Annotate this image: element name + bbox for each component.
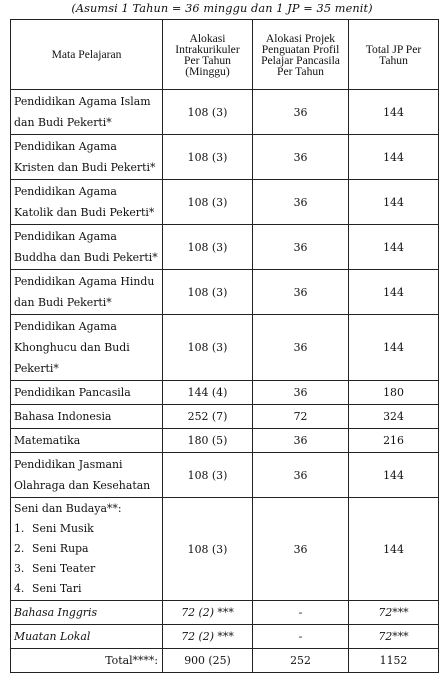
total-cell: 72*** [349, 601, 439, 625]
table-row [11, 601, 439, 625]
intra-cell: 252 (7) [163, 405, 253, 429]
header-subject: Mata Pelajaran [11, 20, 163, 90]
table-row [11, 429, 439, 453]
total-cell: 144 [349, 135, 439, 180]
subject-cell: Pendidikan Agama Islam dan Budi Pekerti* [11, 90, 163, 135]
table-row [11, 225, 439, 270]
seni-title: Seni dan Budaya**: [14, 502, 122, 515]
projek-cell: 36 [253, 315, 349, 381]
total-cell: 216 [349, 429, 439, 453]
table-row [11, 270, 439, 315]
total-cell: 144 [349, 225, 439, 270]
projek-cell: 36 [253, 90, 349, 135]
projek-cell: 36 [253, 135, 349, 180]
total-cell: 144 [349, 453, 439, 498]
header-total: Total JP Per Tahun [349, 20, 439, 90]
subject-cell: Pendidikan Agama Buddha dan Budi Pekerti* [11, 225, 163, 270]
projek-cell: - [253, 625, 349, 649]
table-row [11, 625, 439, 649]
header-projek: Alokasi Projek Penguatan Profil Pelajar Pancasila Per Tahun [253, 20, 349, 90]
header-intra: Alokasi Intrakurikuler Per Tahun (Minggu) [163, 20, 253, 90]
table-row [11, 90, 439, 135]
list-item: 4. Seni Tari [14, 582, 82, 595]
intra-cell: 900 (25) [163, 649, 253, 673]
projek-cell: 36 [253, 180, 349, 225]
table-caption: (Asumsi 1 Tahun = 36 minggu dan 1 JP = 35 menit) [71, 2, 373, 15]
total-cell: 144 [349, 315, 439, 381]
table-row [11, 315, 439, 381]
header-row [11, 20, 439, 90]
intra-cell: 108 (3) [163, 498, 253, 601]
intra-cell: 108 (3) [163, 315, 253, 381]
list-item: 2. Seni Rupa [14, 542, 89, 555]
subject-cell: Pendidikan Agama Katolik dan Budi Pekerti* [11, 180, 163, 225]
intra-cell: 180 (5) [163, 429, 253, 453]
subject-cell: Bahasa Inggris [11, 601, 163, 625]
projek-cell: 252 [253, 649, 349, 673]
intra-cell: 108 (3) [163, 135, 253, 180]
total-row [11, 649, 439, 673]
intra-cell: 108 (3) [163, 90, 253, 135]
total-cell: 144 [349, 180, 439, 225]
list-item: 3. Seni Teater [14, 562, 96, 575]
projek-cell: 36 [253, 429, 349, 453]
intra-cell: 108 (3) [163, 180, 253, 225]
subject-cell: Bahasa Indonesia [11, 405, 163, 429]
table-row [11, 405, 439, 429]
table-row [11, 135, 439, 180]
subject-cell: Pendidikan Pancasila [11, 381, 163, 405]
projek-cell: 36 [253, 498, 349, 601]
subject-cell: Pendidikan Agama Hindu dan Budi Pekerti* [11, 270, 163, 315]
subject-cell: Pendidikan Jasmani Olahraga dan Kesehatan [11, 453, 163, 498]
projek-cell: 36 [253, 381, 349, 405]
table-row [11, 180, 439, 225]
curriculum-table [10, 19, 439, 673]
intra-cell: 108 (3) [163, 225, 253, 270]
total-label: Total****: [11, 649, 163, 673]
intra-cell: 72 (2) *** [163, 625, 253, 649]
projek-cell: 72 [253, 405, 349, 429]
total-cell: 144 [349, 498, 439, 601]
subject-cell: Muatan Lokal [11, 625, 163, 649]
subject-cell: Pendidikan Agama Khonghucu dan Budi Pekerti* [11, 315, 163, 381]
intra-cell: 144 (4) [163, 381, 253, 405]
projek-cell: 36 [253, 270, 349, 315]
total-cell: 1152 [349, 649, 439, 673]
table-row [11, 453, 439, 498]
total-cell: 144 [349, 90, 439, 135]
list-item: 1. Seni Musik [14, 522, 94, 535]
total-cell: 180 [349, 381, 439, 405]
projek-cell: - [253, 601, 349, 625]
intra-cell: 72 (2) *** [163, 601, 253, 625]
subject-cell [11, 498, 163, 601]
table-row-seni [11, 498, 439, 601]
subject-cell: Matematika [11, 429, 163, 453]
table-row [11, 381, 439, 405]
projek-cell: 36 [253, 453, 349, 498]
total-cell: 144 [349, 270, 439, 315]
projek-cell: 36 [253, 225, 349, 270]
total-cell: 324 [349, 405, 439, 429]
intra-cell: 108 (3) [163, 270, 253, 315]
total-cell: 72*** [349, 625, 439, 649]
intra-cell: 108 (3) [163, 453, 253, 498]
subject-cell: Pendidikan Agama Kristen dan Budi Pekerti* [11, 135, 163, 180]
